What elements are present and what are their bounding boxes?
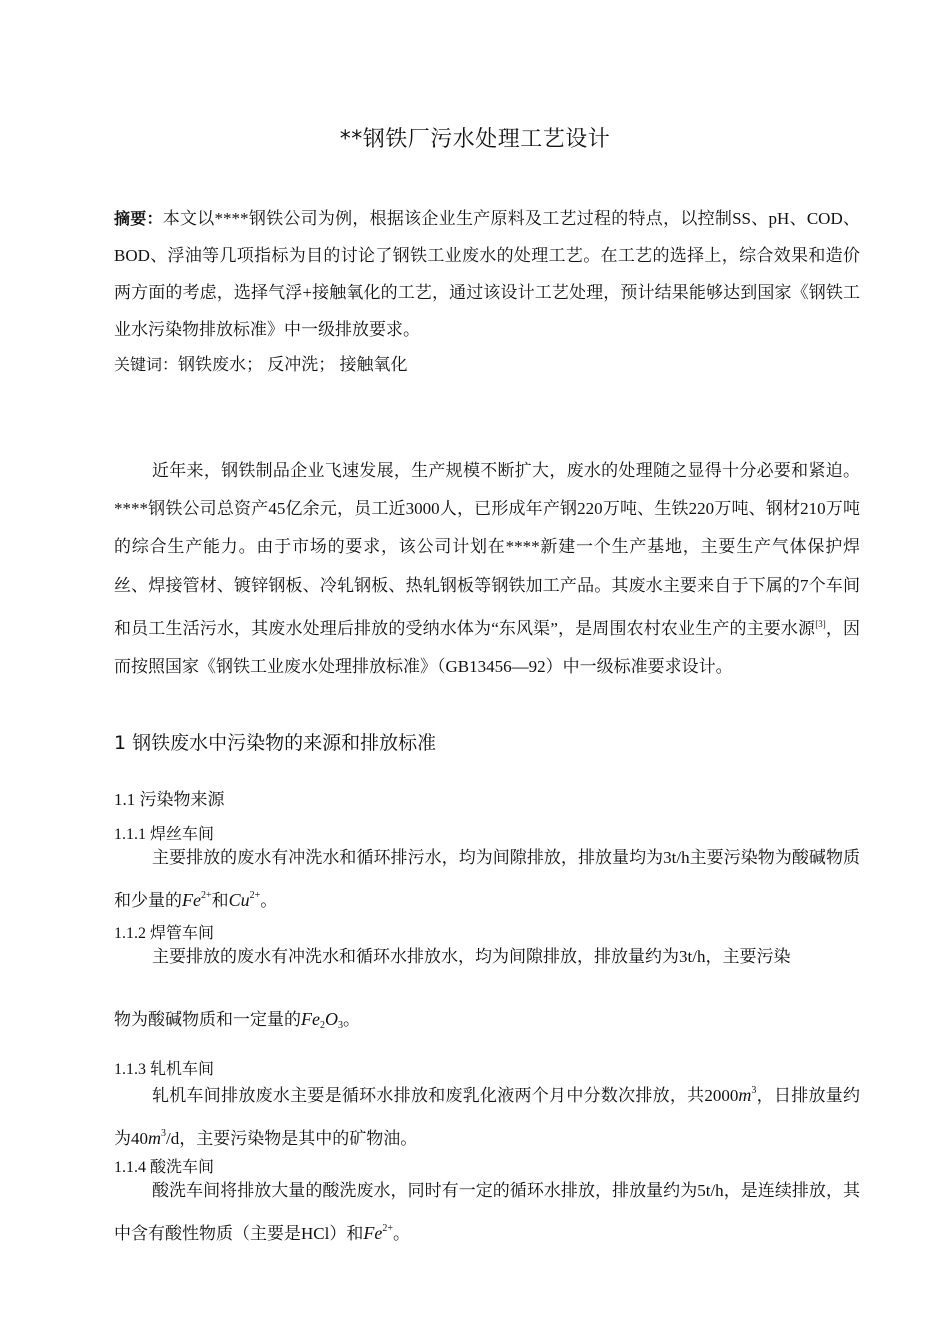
document-title: **钢铁厂污水处理工艺设计 xyxy=(339,127,611,152)
text-run: 物为酸碱物质和一定量的 xyxy=(114,1010,301,1029)
section-1-1-3-heading: 1.1.3 轧机车间 xyxy=(114,1061,215,1078)
section-1-1-2-heading: 1.1.2 焊管车间 xyxy=(114,925,215,942)
chem-copper: Cu xyxy=(228,890,250,910)
chem-iron: Fe xyxy=(182,890,201,910)
text-run: 。 xyxy=(342,1010,360,1029)
intro-text-1: 近年来，钢铁制品企业飞速发展，生产规模不断扩大，废水的处理随之显得十分必要和紧迫。****钢铁公司总资产45亿余元，员工近3000人，已形成年产钢220万吨、生铁220万吨、钢材210万吨的综合生产能力。由于市场的要求，该公司计划在****新建一个生产基地，主要生产气体保护焊丝、焊接管材、镀锌钢板、冷轧钢板、热轧钢板等钢铁加工产品。其废水主要来自于下属的7个车间和员工生活污水，其废水处理后排放的受纳水体为“东风渠”，是周围农村农业生产的主要水源 xyxy=(114,461,860,638)
chem-iron: Fe xyxy=(301,1009,320,1029)
section-1-1-2-line-1: 主要排放的废水有冲洗水和循环水排放水，均为间隙排放，排放量约为3t/h，主要污染 xyxy=(152,947,791,966)
abstract-paragraph xyxy=(114,200,860,348)
unit-exponent: 3 xyxy=(161,1128,166,1139)
chem-charge: 2+ xyxy=(382,1223,393,1234)
text-run: 。 xyxy=(392,1224,410,1243)
section-1-1-1-text xyxy=(114,839,860,920)
abstract-text: 本文以****钢铁公司为例，根据该企业生产原料及工艺过程的特点，以控制SS、pH、COD、BOD、浮油等几项指标为目的讨论了钢铁工业废水的处理工艺。在工艺的选择上，综合效果和造价两方面的考虑，选择气浮+接触氧化的工艺，通过该设计工艺处理，预计结果能够达到国家《钢铁工业水污染物排放标准》中一级排放要求。 xyxy=(114,209,860,339)
text-run: 主要排放的废水有冲洗水和循环排污水，均为间隙排放，排放量均为3t/h主要污染物为酸碱物质和少量的 xyxy=(114,848,860,910)
citation-ref: [3] xyxy=(815,618,826,629)
chem-subscript: 3 xyxy=(337,1020,343,1031)
text-run: 轧机车间排放废水主要是循环水排放和废乳化液两个月中分数次排放，共2000 xyxy=(152,1086,739,1105)
intro-text-2: ，因而按照国家《钢铁工业废水处理排放标准》（GB13456—92）中一级标准要求设计。 xyxy=(114,618,861,677)
chem-iron: Fe xyxy=(363,1223,383,1243)
section-1-1-4-heading: 1.1.4 酸洗车间 xyxy=(114,1159,215,1176)
section-1-1-3-text xyxy=(114,1072,860,1158)
chem-charge: 2+ xyxy=(249,890,261,901)
section-1-1-1-heading: 1.1.1 焊丝车间 xyxy=(114,826,215,843)
section-1-1-heading: 1.1 污染物来源 xyxy=(114,790,225,809)
unit-exponent: 3 xyxy=(751,1085,757,1096)
section-1-heading: 1 钢铁废水中污染物的来源和排放标准 xyxy=(114,732,437,754)
text-run: 酸洗车间将排放大量的酸洗废水，同时有一定的循环水排放，排放量约为5t/h，是连续排放，其中含有酸性物质（主要是HCl）和 xyxy=(114,1181,860,1243)
unit-cubic-meter: m xyxy=(738,1085,752,1105)
text-run: ，日排放量约为40 xyxy=(114,1086,861,1148)
text-run: 和 xyxy=(211,891,229,910)
unit-cubic-meter: m xyxy=(148,1128,161,1148)
chem-oxygen: O xyxy=(324,1009,338,1029)
chem-charge: 2+ xyxy=(200,890,212,901)
keywords-label: 关键词： xyxy=(114,355,179,374)
keywords-text: 钢铁废水； 反冲洗； 接触氧化 xyxy=(178,355,408,374)
keywords-line xyxy=(114,348,408,382)
section-1-1-2-line-2 xyxy=(114,1000,860,1045)
chem-subscript: 2 xyxy=(319,1020,325,1031)
text-run: 。 xyxy=(260,891,278,910)
intro-paragraph xyxy=(114,452,860,686)
text-run: /d，主要污染物是其中的矿物油。 xyxy=(166,1129,418,1148)
abstract-label: 摘要： xyxy=(114,209,163,228)
section-1-1-4-text xyxy=(114,1172,860,1253)
